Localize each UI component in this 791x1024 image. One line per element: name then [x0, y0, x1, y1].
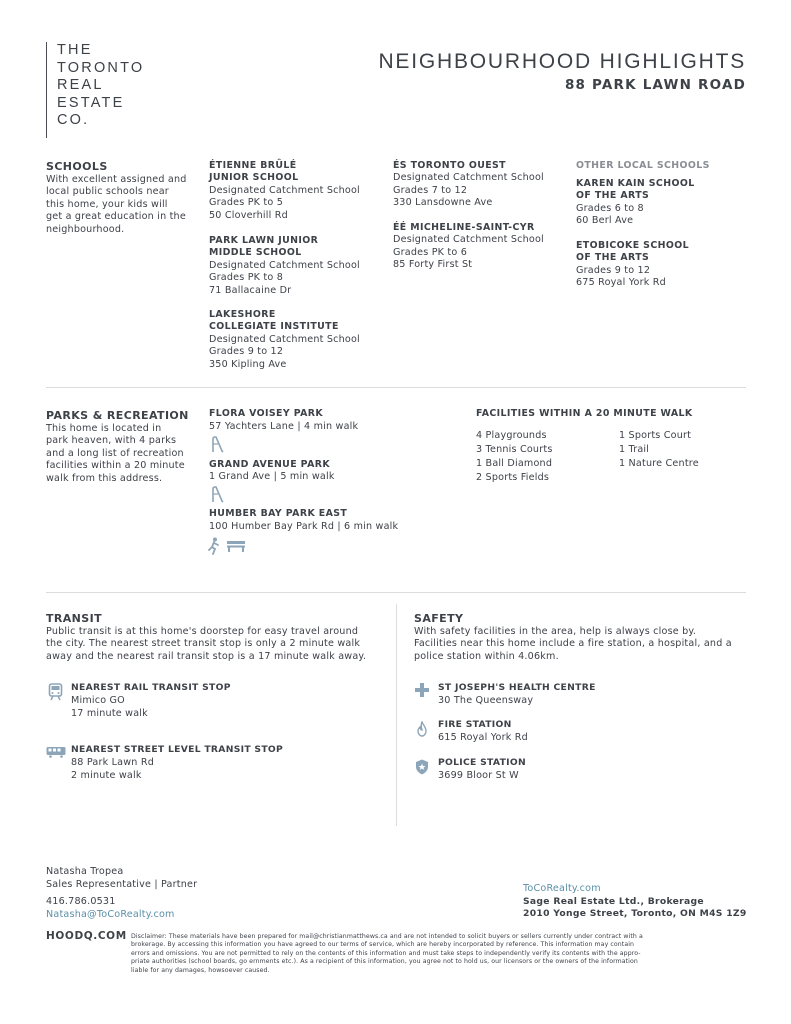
school-address: 71 Ballacaine Dr	[209, 284, 292, 296]
facility-item: 3 Tennis Courts	[476, 444, 553, 455]
description-line: With excellent assigned and	[46, 174, 187, 185]
hospital-address: 30 The Queensway	[438, 695, 534, 706]
rail-transit-name: Mimico GO	[71, 695, 125, 706]
disclaimer-line: errors and omissions. You are not permitted to rely on the contents of this information and must take steps to independently verify its contents with the appro-	[131, 949, 641, 957]
runner-icon	[207, 537, 221, 555]
agent-phone[interactable]: 416.786.0531	[46, 896, 116, 907]
description-line: Facilities near this home include a fire station, a hospital, and a	[414, 638, 732, 650]
description-line: local public schools near	[46, 186, 169, 198]
street-transit-walk: 2 minute walk	[71, 770, 142, 781]
police-station-title: POLICE STATION	[438, 757, 526, 768]
school-entry	[393, 160, 563, 210]
other-school-entry	[576, 178, 746, 228]
school-type: Designated Catchment School	[209, 184, 360, 196]
disclaimer-line: priate authorities (school boards, go ernments etc.). As a recipient of this information, you agree not to hold us, our licensors or the owners of the information	[131, 958, 638, 966]
school-name: OF THE ARTS	[576, 190, 650, 202]
hospital-cross-icon	[415, 683, 429, 697]
logo-line: REAL	[57, 77, 104, 93]
schools-description	[46, 174, 196, 236]
school-address: 675 Royal York Rd	[576, 277, 666, 289]
hoodq-brand[interactable]: HOODQ.COM	[46, 930, 127, 942]
park-name: GRAND AVENUE PARK	[209, 459, 331, 470]
page-title: NEIGHBOURHOOD HIGHLIGHTS	[378, 50, 746, 73]
facility-item: 4 Playgrounds	[476, 430, 547, 441]
rail-transit-title: NEAREST RAIL TRANSIT STOP	[71, 682, 231, 693]
school-address: 350 Kipling Ave	[209, 358, 287, 370]
hospital-title: ST JOSEPH'S HEALTH CENTRE	[438, 682, 596, 693]
description-line: neighbourhood.	[46, 223, 125, 235]
school-entry	[209, 309, 379, 371]
disclaimer-line: brokerage. By accessing this information you have agreed to our terms of service, which are hereby incorporated by reference. This information may contain	[131, 941, 635, 949]
school-type: Designated Catchment School	[393, 234, 544, 246]
fire-station-address: 615 Royal York Rd	[438, 732, 528, 743]
school-entry	[393, 222, 563, 272]
column-divider	[396, 604, 397, 826]
school-entry	[209, 160, 379, 222]
company-logo	[46, 42, 144, 138]
schools-heading: SCHOOLS	[46, 160, 108, 173]
school-grades: Grades 9 to 12	[576, 264, 651, 276]
school-grades: Grades 9 to 12	[209, 346, 284, 358]
section-divider	[46, 592, 746, 593]
description-line: walk from this address.	[46, 472, 163, 484]
description-line: park heaven, with 4 parks	[46, 435, 177, 447]
park-detail: 100 Humber Bay Park Rd | 6 min walk	[209, 521, 399, 532]
description-line: facilities within a 20 minute	[46, 460, 185, 472]
school-grades: Grades 6 to 8	[576, 202, 644, 214]
school-name: KAREN KAIN SCHOOL	[576, 178, 695, 189]
website-link[interactable]: ToCoRealty.com	[523, 883, 601, 894]
parks-description	[46, 423, 196, 485]
school-type: Designated Catchment School	[393, 172, 544, 184]
street-transit-name: 88 Park Lawn Rd	[71, 757, 154, 768]
transit-description	[46, 626, 391, 663]
facilities-column	[619, 429, 699, 471]
park-detail: 57 Yachters Lane | 4 min walk	[209, 421, 359, 432]
section-divider	[46, 387, 746, 388]
school-name: ÉÉ MICHELINE-SAINT-CYR	[393, 222, 535, 233]
bench-icon	[226, 540, 246, 552]
school-name: JUNIOR SCHOOL	[209, 172, 299, 184]
school-name: LAKESHORE	[209, 309, 276, 320]
school-name: PARK LAWN JUNIOR	[209, 235, 319, 246]
park-name: HUMBER BAY PARK EAST	[209, 508, 348, 519]
agent-role: Sales Representative | Partner	[46, 879, 198, 890]
facility-item: 1 Nature Centre	[619, 458, 699, 469]
facility-item: 2 Sports Fields	[476, 472, 550, 483]
flame-icon	[416, 721, 428, 737]
logo-line: TORONTO	[57, 59, 145, 76]
brokerage-name: Sage Real Estate Ltd., Brokerage	[523, 896, 704, 907]
police-badge-icon	[415, 759, 429, 775]
property-address: 88 PARK LAWN ROAD	[564, 77, 746, 93]
description-line: this home, your kids will	[46, 198, 168, 210]
school-name: MIDDLE SCHOOL	[209, 247, 302, 259]
school-type: Designated Catchment School	[209, 333, 360, 345]
school-address: 330 Lansdowne Ave	[393, 197, 493, 209]
slide-icon	[210, 436, 224, 453]
safety-description	[414, 626, 754, 663]
police-station-address: 3699 Bloor St W	[438, 770, 519, 781]
disclaimer-line: liable for any damages, howsoever caused.	[131, 966, 270, 974]
safety-heading: SAFETY	[414, 612, 464, 625]
description-line: police station within 4.06km.	[414, 650, 559, 662]
description-line: and a long list of recreation	[46, 447, 184, 459]
facility-item: 1 Sports Court	[619, 430, 692, 441]
park-detail: 1 Grand Ave | 5 min walk	[209, 471, 335, 482]
description-line: With safety facilities in the area, help is always close by.	[414, 626, 697, 637]
fire-station-title: FIRE STATION	[438, 719, 512, 730]
other-school-entry	[576, 240, 746, 290]
school-name: ÉS TORONTO OUEST	[393, 160, 506, 171]
street-transit-title: NEAREST STREET LEVEL TRANSIT STOP	[71, 744, 284, 755]
rail-transit-walk: 17 minute walk	[71, 708, 148, 719]
facilities-column	[476, 429, 553, 485]
description-line: get a great education in the	[46, 211, 186, 223]
school-grades: Grades PK to 8	[209, 272, 284, 284]
streetcar-icon	[46, 746, 66, 758]
school-address: 60 Berl Ave	[576, 215, 634, 227]
agent-email-link[interactable]: Natasha@ToCoRealty.com	[46, 909, 175, 920]
school-address: 50 Cloverhill Rd	[209, 209, 288, 221]
facility-item: 1 Ball Diamond	[476, 458, 553, 469]
description-line: This home is located in	[46, 423, 162, 434]
logo-line: THE	[57, 42, 93, 58]
logo-line: ESTATE	[57, 94, 125, 111]
school-name: ÉTIENNE BRÛLÉ	[209, 160, 297, 171]
slide-icon	[210, 486, 224, 503]
logo-line: CO.	[57, 112, 90, 128]
school-entry	[209, 235, 379, 297]
transit-heading: TRANSIT	[46, 612, 103, 625]
school-name: COLLEGIATE INSTITUTE	[209, 321, 339, 333]
facility-item: 1 Trail	[619, 444, 650, 455]
description-line: away and the nearest rail transit stop is a 17 minute walk away.	[46, 650, 367, 662]
facilities-heading: FACILITIES WITHIN A 20 MINUTE WALK	[476, 408, 693, 419]
school-name: OF THE ARTS	[576, 252, 650, 264]
description-line: Public transit is at this home's doorstep for easy travel around	[46, 626, 359, 637]
school-address: 85 Forty First St	[393, 259, 473, 271]
school-name: ETOBICOKE SCHOOL	[576, 240, 689, 251]
other-schools-heading: OTHER LOCAL SCHOOLS	[576, 160, 710, 171]
description-line: the city. The nearest street transit stop is only a 2 minute walk	[46, 638, 361, 650]
disclaimer-line: Disclaimer: These materials have been prepared for mail@christianmatthews.ca and are not intended to solicit buyers or sellers currently under contract with a	[131, 933, 643, 940]
park-name: FLORA VOISEY PARK	[209, 408, 324, 419]
parks-heading: PARKS & RECREATION	[46, 409, 189, 422]
train-icon	[48, 683, 63, 701]
school-grades: Grades 7 to 12	[393, 184, 468, 196]
school-grades: Grades PK to 6	[393, 246, 468, 258]
school-grades: Grades PK to 5	[209, 197, 284, 209]
school-type: Designated Catchment School	[209, 259, 360, 271]
brokerage-address: 2010 Yonge Street, Toronto, ON M4S 1Z9	[523, 908, 747, 919]
agent-name: Natasha Tropea	[46, 866, 124, 877]
disclaimer	[131, 933, 751, 975]
